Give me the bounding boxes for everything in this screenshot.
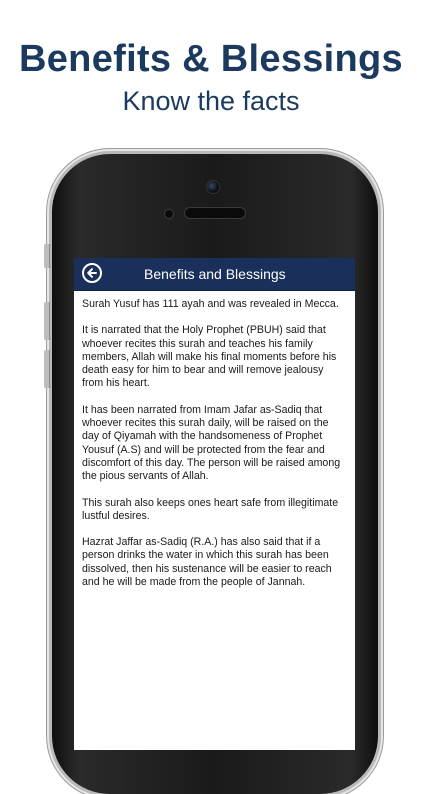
paragraph-revelation: Surah Yusuf has 111 ayah and was revealed in Mecca. — [82, 298, 339, 310]
paragraph-daily-recitation: It has been narrated from Imam Jafar as-Sadiq that whoever recites this surah daily, will be raised on the day of Qiyamah with the handsomeness of Prophet Yousuf (A.S) and will be protected from the fear and discomfort of this day. The person will be raised among the pious servants of Allah. — [82, 403, 341, 483]
article-content — [82, 298, 347, 602]
banner-title: Benefits & Blessings — [19, 38, 403, 80]
earpiece-speaker — [184, 207, 246, 219]
paragraph-heart-protection: This surah also keeps ones heart safe from illegitimate lustful desires. — [82, 496, 339, 522]
paragraph-family-recitation: It is narrated that the Holy Prophet (PBUH) said that whoever recites this surah and teaches his family members, Allah will make his final moments before his death easy for him to bear and will remove jealousy from his heart. — [82, 324, 337, 390]
proximity-sensor — [164, 209, 174, 219]
app-bar — [74, 258, 355, 291]
volume-down-button — [44, 350, 50, 388]
back-button[interactable] — [82, 263, 102, 283]
front-camera — [206, 180, 220, 194]
arrow-left-circle-icon — [86, 267, 98, 279]
paragraph-water-dissolved: Hazrat Jaffar as-Sadiq (R.A.) has also said that if a person drinks the water in which this surah has been dissolved, then his sustenance will be easier to reach and he will be made from the people of Jannah. — [82, 536, 332, 589]
banner-subtitle: Know the facts — [122, 86, 300, 116]
phone-screen — [74, 258, 355, 750]
mute-switch — [44, 244, 50, 268]
app-bar-title: Benefits and Blessings — [144, 266, 286, 282]
volume-up-button — [44, 302, 50, 340]
